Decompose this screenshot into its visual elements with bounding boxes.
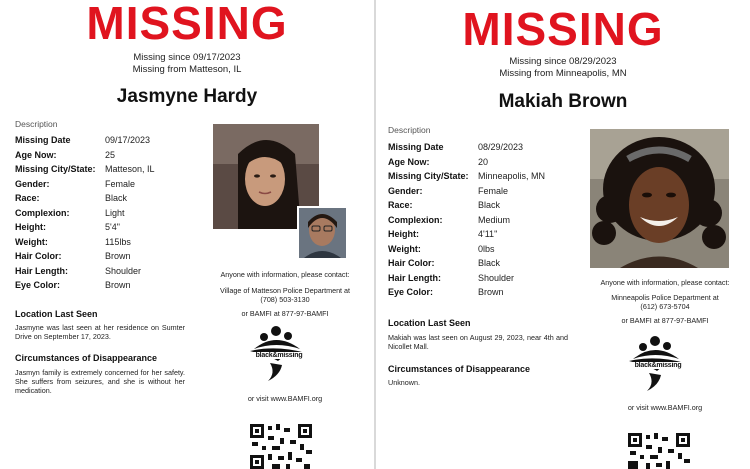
missing-headline: MISSING [86, 0, 288, 49]
qr-code [628, 433, 690, 469]
description-label: Description [388, 125, 431, 135]
field-row: Hair Length: Shoulder [15, 265, 142, 276]
person-name: Makiah Brown [498, 91, 628, 112]
field-row: Hair Color: Black [388, 258, 501, 269]
contact-phone: (708) 503-3130 [260, 295, 310, 304]
field-row: Age Now: 20 [388, 156, 489, 167]
field-row: Complexion: Medium [388, 214, 511, 225]
field-row: Height: 4'11" [388, 229, 498, 240]
qr-code-icon [250, 424, 312, 469]
logo-text: black&missing [625, 362, 691, 369]
qr-code [250, 424, 312, 469]
field-row: Missing City/State: Matteson, IL [15, 164, 155, 175]
circumstances-title: Circumstances of Disappearance [388, 364, 531, 374]
field-row: Missing Date 08/29/2023 [388, 142, 524, 153]
circumstances-text: Unknown. [388, 378, 420, 387]
contact-info [581, 278, 749, 325]
circumstances-title: Circumstances of Disappearance [15, 353, 158, 363]
contact-bamfi: or BAMFI at 877-97-BAMFI [621, 315, 709, 325]
field-row: Missing Date 09/17/2023 [15, 135, 151, 146]
contact-intro: Anyone with information, please contact: [600, 278, 730, 287]
contact-agency: Village of Matteson Police Department at [219, 285, 351, 295]
logo-text: black&missing [246, 352, 312, 359]
field-row: Eye Color: Brown [15, 280, 131, 291]
contact-bamfi: or BAMFI at 877-97-BAMFI [241, 308, 329, 318]
black-and-missing-logo [625, 333, 691, 393]
person-photo-main [590, 129, 729, 268]
field-row: Complexion: Light [15, 207, 125, 218]
portrait-illustration [299, 208, 346, 258]
field-row: Weight: 115lbs [15, 236, 131, 247]
description-fields [388, 140, 545, 300]
person-name: Jasmyne Hardy [116, 86, 258, 107]
contact-intro: Anyone with information, please contact: [220, 270, 350, 279]
missing-from-text: Missing from Minneapolis, MN [499, 68, 627, 79]
location-text: Jasmyne was last seen at her residence on Sumter Drive on September 17, 2023. [15, 323, 185, 341]
field-row: Gender: Female [388, 185, 509, 196]
field-row: Weight: 0lbs [388, 243, 495, 254]
missing-since-text: Missing since 09/17/2023 [133, 52, 241, 63]
person-photo-secondary [297, 206, 348, 260]
field-row: Race: Black [15, 193, 128, 204]
field-row: Eye Color: Brown [388, 287, 504, 298]
field-row: Hair Color: Brown [15, 251, 131, 262]
location-title: Location Last Seen [15, 309, 98, 319]
black-and-missing-logo [246, 323, 312, 383]
contact-agency: Minneapolis Police Department at [611, 292, 719, 302]
missing-since-text: Missing since 08/29/2023 [509, 56, 617, 67]
description-label: Description [15, 119, 58, 129]
field-row: Race: Black [388, 200, 501, 211]
missing-poster-makiah [376, 0, 750, 469]
field-row: Age Now: 25 [15, 149, 116, 160]
missing-headline: MISSING [462, 3, 664, 55]
contact-info [205, 270, 365, 318]
contact-phone: (612) 673-5704 [640, 302, 690, 311]
missing-poster-jasmyne [0, 0, 374, 469]
visit-website-text: or visit www.BAMFI.org [627, 403, 703, 412]
circumstances-text: Jasmyn family is extremely concerned for her safety. She suffers from seizures, and she is without her medication. [15, 368, 185, 395]
qr-code-icon [628, 433, 690, 469]
location-text: Makiah was last seen on August 29, 2023, near 4th and Nicollet Mall. [388, 333, 568, 351]
location-title: Location Last Seen [388, 318, 471, 328]
field-row: Hair Length: Shoulder [388, 272, 515, 283]
description-fields [15, 133, 155, 293]
visit-website-text: or visit www.BAMFI.org [247, 394, 323, 403]
field-row: Missing City/State: Minneapolis, MN [388, 171, 546, 182]
field-row: Gender: Female [15, 178, 136, 189]
field-row: Height: 5'4" [15, 222, 120, 233]
missing-from-text: Missing from Matteson, IL [132, 64, 242, 75]
portrait-illustration [590, 129, 729, 268]
